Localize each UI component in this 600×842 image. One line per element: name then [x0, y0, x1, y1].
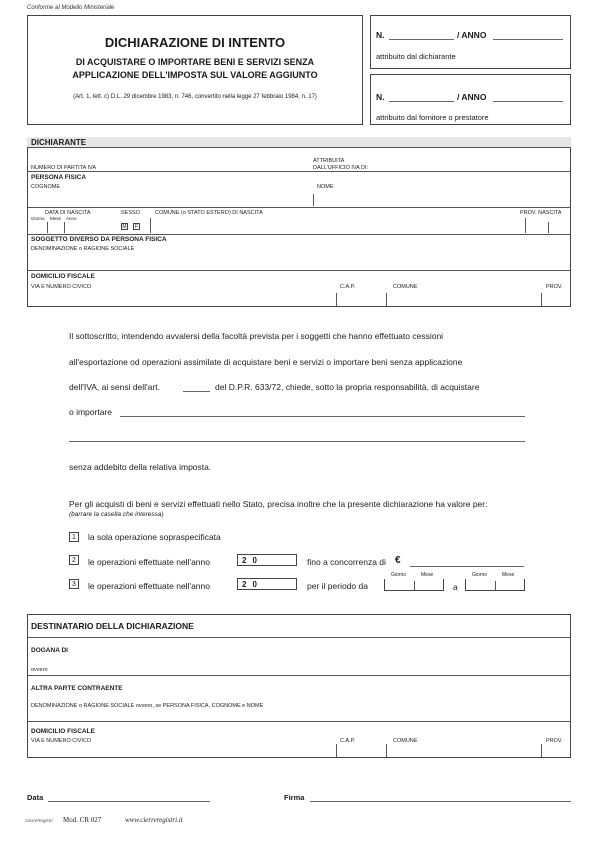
domicilio-fiscale-label: DOMICILIO FISCALE: [31, 273, 95, 280]
ovvero-label: ovvero: [31, 667, 48, 673]
n-label: N.: [376, 30, 385, 40]
euro-symbol: €: [395, 555, 401, 566]
destinatario-title: DESTINATARIO DELLA DICHIARAZIONE: [31, 621, 194, 631]
divider: [386, 744, 387, 757]
subtitle-line-1: DI ACQUISTARE O IMPORTARE BENI E SERVIZI SENZA: [75, 57, 315, 67]
import-goods-field[interactable]: [120, 416, 525, 417]
option-1-text: la sola operazione sopraspecificata: [88, 532, 221, 542]
divider: [541, 744, 542, 757]
destinatario-domicilio-label: DOMICILIO FISCALE: [31, 728, 95, 735]
option-3-tail: per il periodo da: [307, 581, 368, 591]
mese-label-2: Mese: [502, 572, 515, 578]
conforme-note: Conforme al Modello Ministeriale: [27, 5, 115, 11]
prov-nascita-label: PROV. NASCITA: [520, 210, 562, 216]
divider: [27, 675, 571, 676]
data-field[interactable]: [48, 801, 210, 802]
destinatario-via-label: VIA E NUMERO CIVICO: [31, 738, 92, 744]
mese-label-1: Mese: [421, 572, 434, 578]
attrib-dichiarante: attribuito dal dichiarante: [376, 52, 456, 61]
option-2-checkbox[interactable]: 2: [69, 555, 79, 565]
denominazione-label: DENOMINAZIONE o RAGIONE SOCIALE: [31, 246, 135, 252]
divider: [27, 721, 571, 722]
amount-field[interactable]: [410, 566, 524, 567]
divider: [548, 222, 549, 233]
altra-parte-label: ALTRA PARTE CONTRAENTE: [31, 685, 123, 692]
divider: [27, 637, 571, 638]
declaration-line-1: Il sottoscritto, intendendo avvalersi della facoltà prevista per i soggetti che hanno effettuato cessioni: [69, 331, 444, 341]
number-field-2[interactable]: [389, 101, 454, 102]
divider: [150, 218, 151, 233]
option-2-year-field[interactable]: 20: [237, 554, 297, 566]
soggetto-diverso-label: SOGGETTO DIVERSO DA PERSONA FISICA: [31, 236, 167, 243]
divider: [64, 222, 65, 233]
dichiarante-header-bar: [27, 137, 571, 148]
cognome-label: COGNOME: [31, 184, 61, 190]
number-field[interactable]: [389, 39, 454, 40]
divider: [313, 194, 314, 206]
divider: [27, 270, 571, 271]
dogana-label: DOGANA DI: [31, 647, 68, 654]
destinatario-denominazione-label: DENOMINAZIONE o RAGIONE SOCIALE ovvero, se PERSONA FISICA, COGNOME e NOME: [31, 703, 264, 709]
option-1-checkbox[interactable]: 1: [69, 532, 79, 542]
divider: [414, 581, 415, 591]
divider: [541, 293, 542, 306]
anno-label-2: / ANNO: [457, 92, 487, 102]
destinatario-comune-label: COMUNE: [393, 738, 418, 744]
subtitle-line-2: APPLICAZIONE DELL'IMPOSTA SUL VALORE AGGIUNTO: [72, 70, 318, 80]
anno-label: / ANNO: [457, 30, 487, 40]
giorno-label-2: Giorno: [472, 572, 488, 578]
sesso-f-checkbox[interactable]: F: [134, 224, 139, 230]
destinatario-cap-label: C.A.P.: [340, 738, 356, 744]
attribuita-label-2: DALL'UFFICIO IVA DI:: [313, 165, 369, 171]
declaration-line-3b: del D.P.R. 633/72, chiede, sotto la propria responsabilità, di acquistare: [215, 382, 480, 392]
sesso-m-checkbox[interactable]: M: [122, 224, 127, 230]
a-label: a: [453, 582, 458, 592]
giorno-label-1: Giorno: [391, 572, 407, 578]
firma-field[interactable]: [310, 801, 571, 802]
article-field[interactable]: [183, 391, 210, 392]
divider: [47, 222, 48, 233]
cierre-logo: CierreRegistri: [25, 818, 53, 823]
declaration-line-3a: dell'IVA, ai sensi dell'art.: [69, 382, 160, 392]
dichiarante-title: DICHIARANTE: [31, 138, 87, 147]
nome-label: NOME: [317, 184, 334, 190]
via-label: VIA E NUMERO CIVICO: [31, 284, 92, 290]
website: www.cierreregistri.it: [125, 816, 183, 824]
divider: [386, 293, 387, 306]
declaration-line-2: all'esportazione od operazioni assimilate di acquistare beni e servizi o importare beni senza applicazione: [69, 357, 463, 367]
import-goods-field-2[interactable]: [69, 441, 525, 442]
divider: [27, 234, 571, 235]
firma-label: Firma: [284, 793, 305, 802]
law-reference: (Art. 1, lett. c) D.L. 29 dicembre 1983, n. 746, convertito nella legge 27 febbraio 1984, n. 17): [73, 94, 317, 100]
divider: [495, 581, 496, 591]
sesso-label: SESSO: [121, 210, 140, 216]
option-3-year-field[interactable]: 20: [237, 578, 297, 590]
divider: [336, 744, 337, 757]
divider: [525, 218, 526, 233]
senza-addebito-text: senza addebito della relativa imposta.: [69, 462, 212, 472]
divider: [336, 293, 337, 306]
giorno-label: Giorno: [31, 216, 45, 221]
data-label: Data: [27, 793, 44, 802]
attrib-fornitore: attribuito dal fornitore o prestatore: [376, 113, 489, 122]
anno-field[interactable]: [493, 39, 563, 40]
option-2-text: le operazioni effettuate nell'anno: [88, 557, 210, 567]
n-label-2: N.: [376, 92, 385, 102]
cap-label: C.A.P.: [340, 284, 356, 290]
dichiarante-section: [27, 137, 571, 307]
data-nascita-label: DATA DI NASCITA: [45, 210, 91, 216]
option-3-text: le operazioni effettuate nell'anno: [88, 581, 210, 591]
persona-fisica-label: PERSONA FISICA: [31, 174, 87, 181]
barrare-note: (barrare la casella che interessa): [69, 511, 164, 518]
comune-label: COMUNE: [393, 284, 418, 290]
page-title: DICHIARAZIONE DI INTENTO: [104, 35, 286, 50]
divider: [27, 207, 571, 208]
anno-field-2[interactable]: [493, 101, 563, 102]
comune-nascita-label: COMUNE (o STATO ESTERO) DI NASCITA: [155, 210, 263, 216]
partita-iva-label: NUMERO DI PARTITA IVA: [31, 165, 96, 171]
attribuita-label-1: ATTRIBUITA: [313, 158, 345, 164]
model-number: Mod. CR 027: [63, 816, 102, 824]
prov-label: PROV.: [546, 284, 563, 290]
option-3-checkbox[interactable]: 3: [69, 579, 79, 589]
destinatario-prov-label: PROV.: [546, 738, 563, 744]
option-2-tail: fino a concorrenza di: [307, 557, 386, 567]
mese-label: Mese: [50, 216, 62, 221]
anno-sub-label: Anno: [66, 216, 77, 221]
declaration-line-4: o importare: [69, 407, 112, 417]
divider: [27, 171, 571, 172]
per-acquisti-text: Per gli acquisti di beni e servizi effettuati nello Stato, precisa inoltre che la presente dichiarazione ha valore per:: [69, 499, 488, 509]
